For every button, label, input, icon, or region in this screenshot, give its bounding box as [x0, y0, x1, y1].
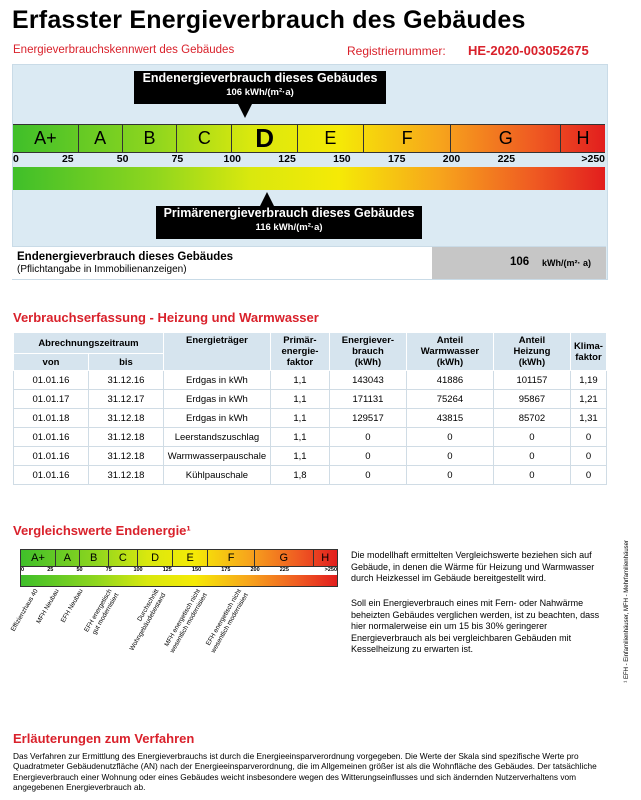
- table-row: [14, 466, 607, 485]
- primary-energy-pointer: [260, 192, 274, 206]
- cell-energy: 0: [329, 466, 406, 485]
- cell-to: 31.12.18: [88, 428, 163, 447]
- comparison-class-scale: [21, 550, 337, 567]
- class-a: A: [79, 125, 123, 152]
- tick-label: 50: [116, 153, 129, 165]
- from-header: von: [14, 354, 89, 371]
- cell-hot-water: 0: [406, 428, 493, 447]
- tick-label: 0: [21, 567, 25, 573]
- tick-label: 125: [278, 153, 296, 165]
- table-row: [14, 390, 607, 409]
- class-d: D: [232, 125, 298, 152]
- class-h: H: [321, 552, 330, 564]
- tick-label: 0: [13, 153, 19, 165]
- table-row: [14, 409, 607, 428]
- cell-carrier: Erdgas in kWh: [163, 371, 270, 390]
- summary-value: 106: [510, 256, 530, 268]
- cell-hot-water: 41886: [406, 371, 493, 390]
- energy-header: Energiever- brauch (kWh): [329, 333, 406, 371]
- page-title: Erfasster Energieverbrauch des Gebäudes: [12, 6, 526, 34]
- tick-label: 150: [333, 153, 351, 165]
- cell-heating: 0: [493, 447, 570, 466]
- class-b: B: [123, 125, 178, 152]
- tick-label: 50: [76, 567, 83, 573]
- cell-hot-water: 0: [406, 466, 493, 485]
- comparison-label: Effizienzhaus 40: [10, 588, 41, 633]
- cell-from: 01.01.16: [14, 371, 89, 390]
- class-d: D: [138, 550, 173, 566]
- tick-label: 150: [191, 567, 202, 573]
- cell-hot-water: 43815: [406, 409, 493, 428]
- cell-primary-factor: 1,1: [270, 409, 329, 428]
- hot-water-header: Anteil Warmwasser (kWh): [406, 333, 493, 371]
- tick-label: 25: [61, 153, 74, 165]
- tick-label: >250: [324, 567, 337, 573]
- table-row: [14, 428, 607, 447]
- class-h: H: [576, 128, 590, 148]
- section-subtitle: Energieverbrauchskennwert des Gebäudes: [13, 44, 235, 56]
- cell-to: 31.12.18: [88, 447, 163, 466]
- final-energy-callout-title: Endenergieverbrauch dieses Gebäudes: [142, 71, 378, 85]
- cell-climate-factor: 0: [570, 466, 606, 485]
- cell-primary-factor: 1,1: [270, 428, 329, 447]
- class-a-plus: A+: [13, 125, 79, 152]
- tick-label: 100: [223, 153, 242, 165]
- class-f: F: [208, 550, 255, 566]
- tick-label: 25: [47, 567, 54, 573]
- primary-energy-callout-title: Primärenergieverbrauch dieses Gebäudes: [163, 206, 415, 220]
- explanation-heading: Erläuterungen zum Verfahren: [13, 731, 195, 746]
- class-c: C: [177, 125, 232, 152]
- to-header: bis: [88, 354, 163, 371]
- carrier-header: Energieträger: [163, 333, 270, 371]
- final-energy-callout: [134, 71, 386, 104]
- cell-carrier: Warmwasserpauschale: [163, 447, 270, 466]
- class-a-plus: A+: [21, 550, 56, 566]
- cell-hot-water: 75264: [406, 390, 493, 409]
- cell-hot-water: 0: [406, 447, 493, 466]
- tick-label: 200: [442, 153, 461, 165]
- cell-carrier: Kühlpauschale: [163, 466, 270, 485]
- cell-primary-factor: 1,1: [270, 371, 329, 390]
- cell-climate-factor: 1,21: [570, 390, 606, 409]
- heating-header: Anteil Heizung (kWh): [493, 333, 570, 371]
- cell-to: 31.12.18: [88, 466, 163, 485]
- cell-from: 01.01.18: [14, 409, 89, 428]
- cell-energy: 129517: [329, 409, 406, 428]
- cell-from: 01.01.16: [14, 447, 89, 466]
- cell-to: 31.12.16: [88, 371, 163, 390]
- tick-label: 225: [497, 153, 516, 165]
- comparison-label: MFH energetisch nicht wesentlich modernisiert: [163, 588, 209, 655]
- cell-energy: 171131: [329, 390, 406, 409]
- cell-primary-factor: 1,1: [270, 390, 329, 409]
- cell-to: 31.12.18: [88, 409, 163, 428]
- comparison-label: MFH Neubau: [35, 588, 62, 625]
- cell-climate-factor: 0: [570, 447, 606, 466]
- comparison-label: Durchschnitt Wohngebäudebestand: [128, 588, 168, 652]
- table-row: [14, 447, 607, 466]
- registration-number: HE-2020-003052675: [468, 43, 589, 58]
- cell-carrier: Leerstandszuschlag: [163, 428, 270, 447]
- cell-to: 31.12.17: [88, 390, 163, 409]
- cell-carrier: Erdgas in kWh: [163, 390, 270, 409]
- tick-label: >250: [581, 153, 605, 165]
- comparison-text-1: Die modellhaft ermittelten Vergleichswerte beziehen sich auf Gebäude, in denen die Wärme für Heizung und Warmwasser durch Heizkessel im Gebäude bereitgestellt wird.: [351, 550, 595, 583]
- class-f: F: [364, 125, 452, 152]
- primary-factor-header: Primär- energie- faktor: [270, 333, 329, 371]
- cell-from: 01.01.17: [14, 390, 89, 409]
- registration-label: Registriernummer:: [347, 44, 446, 58]
- cell-primary-factor: 1,8: [270, 466, 329, 485]
- tick-label: 100: [133, 567, 143, 573]
- cell-from: 01.01.16: [14, 428, 89, 447]
- tick-label: 75: [171, 153, 184, 165]
- cell-energy: 0: [329, 447, 406, 466]
- tick-label: 200: [250, 567, 260, 573]
- final-energy-callout-value: 106 kWh/(m²·a): [226, 87, 294, 98]
- cell-from: 01.01.16: [14, 466, 89, 485]
- period-header: Abrechnungszeitraum: [14, 333, 164, 354]
- cell-carrier: Erdgas in kWh: [163, 409, 270, 428]
- tick-label: 125: [162, 567, 172, 573]
- comparison-label: EFH energetisch gut modernisiert: [83, 588, 121, 636]
- summary-label: Endenergieverbrauch dieses Gebäudes: [17, 251, 234, 263]
- summary-note: (Pflichtangabe in Immobilienanzeigen): [17, 264, 187, 275]
- comparison-label: EFH energetisch nicht wesentlich modernisiert: [204, 588, 250, 655]
- tick-label: 175: [221, 567, 231, 573]
- consumption-heading: Verbrauchserfassung - Heizung und Warmwasser: [13, 310, 319, 325]
- comparison-ticks: [21, 567, 337, 575]
- class-e: E: [298, 125, 364, 152]
- cell-climate-factor: 1,19: [570, 371, 606, 390]
- comparison-scale: [20, 549, 338, 587]
- comparison-text-2: Soll ein Energieverbrauch eines mit Fern- oder Nahwärme beheizten Gebäudes verglichen werden, ist zu beachten, dass hier normalerweise ein um 15 bis 30% geringerer Energieverbrauch als bei vergleichbaren Gebäuden mit Kesselheizung zu erwarten ist.: [351, 598, 600, 654]
- cell-heating: 0: [493, 466, 570, 485]
- cell-heating: 95867: [493, 390, 570, 409]
- cell-energy: 0: [329, 428, 406, 447]
- cell-energy: 143043: [329, 371, 406, 390]
- comparison-gradient: [21, 575, 337, 586]
- primary-energy-callout-value: 116 kWh/(m²·a): [255, 222, 323, 233]
- cell-climate-factor: 1,31: [570, 409, 606, 428]
- efficiency-class-scale: [13, 124, 605, 153]
- class-e: E: [173, 550, 208, 566]
- tick-label: 175: [387, 153, 406, 165]
- climate-factor-header: Klima- faktor: [570, 333, 606, 371]
- class-g: G: [255, 550, 314, 566]
- final-energy-pointer: [238, 104, 252, 118]
- explanation-text: Das Verfahren zur Ermittlung des Energieverbrauchs ist durch die Energieeinsparverordnung vorgegeben. Die Werte der Skala sind spezifische Werte pro Quadratmeter Gebäudenutzfläche (AN) nach der Energieeinsparverordnung, die im Allgemeinen größer ist als die Wohnfläche des Gebäudes. Der tatsächliche Energieverbrauch einer Wohnung oder eines Gebäudes weicht insbesondere wegen des Witterungseinflusses und sich ändernden Nutzerverhaltens vom angegebenen Energieverbrauch ab.: [13, 751, 597, 792]
- cell-primary-factor: 1,1: [270, 447, 329, 466]
- side-footnote: ¹ EFH - Einfamilienhäuser, MFH - Mehrfamilienhäuser: [624, 540, 630, 683]
- cell-heating: 101157: [493, 371, 570, 390]
- class-b: B: [80, 550, 109, 566]
- class-g: G: [451, 125, 561, 152]
- summary-unit: kWh/(m²· a): [542, 258, 591, 268]
- scale-gradient-bar: [13, 167, 605, 190]
- comparison-labels: [10, 588, 336, 668]
- tick-label: 225: [279, 567, 289, 573]
- summary-value-box: [432, 247, 606, 279]
- scale-ticks: [13, 153, 605, 165]
- consumption-table: [13, 332, 607, 485]
- table-row: [14, 371, 607, 390]
- cell-heating: 0: [493, 428, 570, 447]
- primary-energy-callout: [156, 206, 422, 239]
- class-a: A: [56, 550, 79, 566]
- summary-row: [12, 246, 606, 279]
- tick-label: 75: [105, 567, 112, 573]
- cell-heating: 85702: [493, 409, 570, 428]
- cell-climate-factor: 0: [570, 428, 606, 447]
- class-c: C: [109, 550, 138, 566]
- comparison-label: EFH Neubau: [59, 588, 85, 625]
- comparison-heading: Vergleichswerte Endenergie¹: [13, 523, 191, 538]
